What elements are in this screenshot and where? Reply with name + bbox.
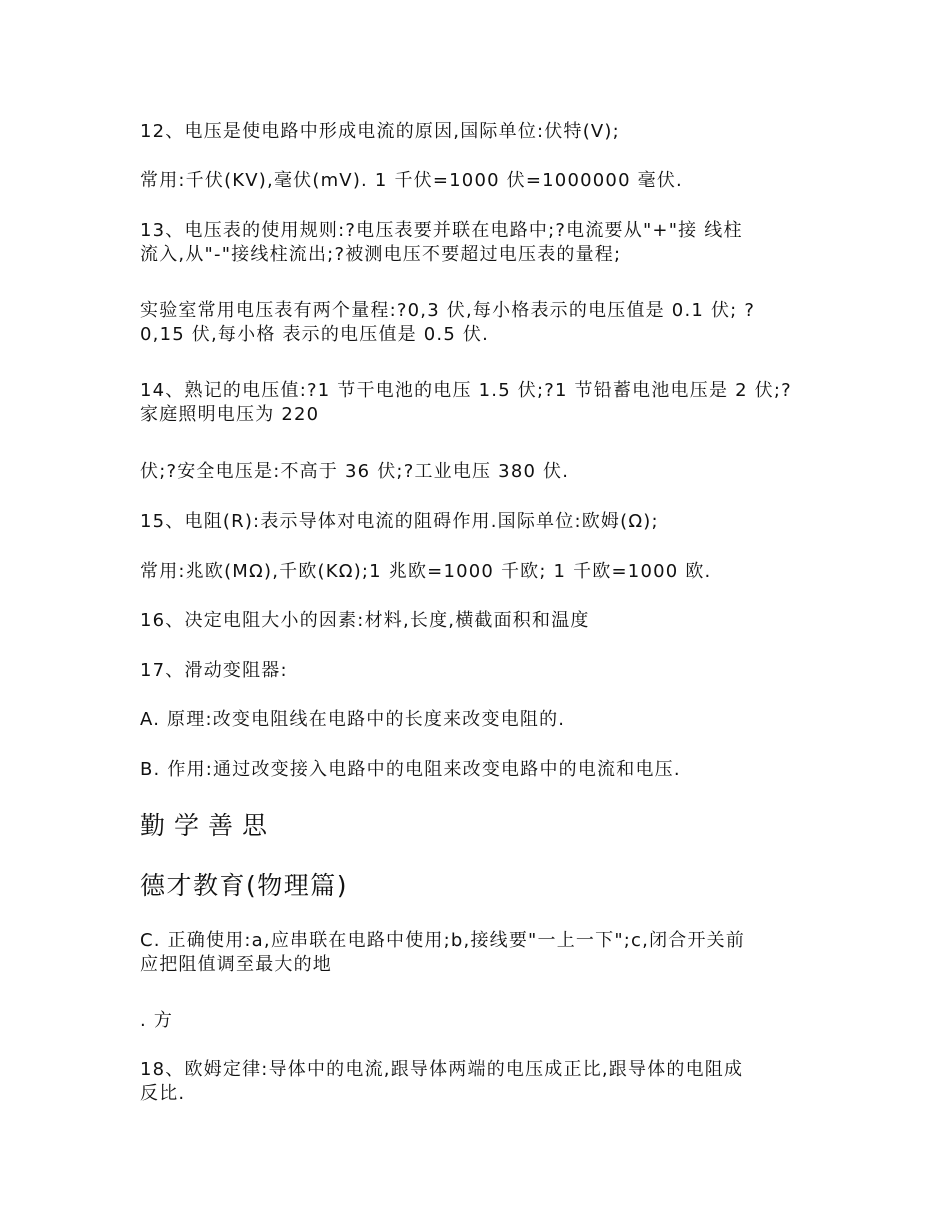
paragraph-12-units xyxy=(140,169,810,193)
paragraph-17-b xyxy=(140,758,810,782)
paragraph-line: 13、电压表的使用规则:?电压表要并联在电路中;?电流要从"+"接 线柱 xyxy=(140,220,743,241)
subtitle-heading: 德才教育(物理篇) xyxy=(140,871,349,900)
paragraph-12 xyxy=(140,120,810,144)
motto-heading: 勤学善思 xyxy=(140,811,277,840)
paragraph-line: 16、决定电阻大小的因素:材料,长度,横截面积和温度 xyxy=(140,610,590,631)
paragraph-line: 18、欧姆定律:导体中的电流,跟导体两端的电压成正比,跟导体的电阻成 xyxy=(140,1059,744,1080)
paragraph-line: 家庭照明电压为 220 xyxy=(140,404,320,425)
paragraph-line: 常用:千伏(KV),毫伏(mV). 1 千伏=1000 伏=1000000 毫伏. xyxy=(140,170,683,191)
paragraph-13-ranges xyxy=(140,299,810,347)
paragraph-17-c-tail xyxy=(140,1009,810,1033)
paragraph-14 xyxy=(140,379,810,427)
paragraph-line: 15、电阻(R):表示导体对电流的阻碍作用.国际单位:欧姆(Ω); xyxy=(140,511,659,532)
paragraph-line: 应把阻值调至最大的地 xyxy=(140,954,332,975)
paragraph-line: A. 原理:改变电阻线在电路中的长度来改变电阻的. xyxy=(140,709,566,730)
paragraph-17 xyxy=(140,659,810,683)
paragraph-line: 流入,从"-"接线柱流出;?被测电压不要超过电压表的量程; xyxy=(140,244,622,265)
paragraph-line: 常用:兆欧(MΩ),千欧(KΩ);1 兆欧=1000 千欧; 1 千欧=1000 欧. xyxy=(140,561,712,582)
paragraph-16 xyxy=(140,609,810,633)
paragraph-line: 实验室常用电压表有两个量程:?0,3 伏,每小格表示的电压值是 0.1 伏; ? xyxy=(140,300,756,321)
paragraph-17-a xyxy=(140,708,810,732)
paragraph-line: B. 作用:通过改变接入电路中的电阻来改变电路中的电流和电压. xyxy=(140,759,681,780)
paragraph-15 xyxy=(140,510,810,534)
paragraph-15-units xyxy=(140,560,810,584)
paragraph-line: C. 正确使用:a,应串联在电路中使用;b,接线要"一上一下";c,闭合开关前 xyxy=(140,930,746,951)
paragraph-line: 0,15 伏,每小格 表示的电压值是 0.5 伏. xyxy=(140,324,490,345)
paragraph-14-continued xyxy=(140,460,810,484)
paragraph-13 xyxy=(140,219,810,267)
paragraph-line: 伏;?安全电压是:不高于 36 伏;?工业电压 380 伏. xyxy=(140,461,570,482)
paragraph-18 xyxy=(140,1058,810,1106)
paragraph-line: 反比. xyxy=(140,1083,186,1104)
paragraph-line: 14、熟记的电压值:?1 节干电池的电压 1.5 伏;?1 节铅蓄电池电压是 2 伏;? xyxy=(140,380,792,401)
paragraph-line: 17、滑动变阻器: xyxy=(140,660,288,681)
paragraph-line: 12、电压是使电路中形成电流的原因,国际单位:伏特(V); xyxy=(140,121,620,142)
paragraph-17-c xyxy=(140,929,810,977)
paragraph-line: . 方 xyxy=(140,1010,174,1031)
